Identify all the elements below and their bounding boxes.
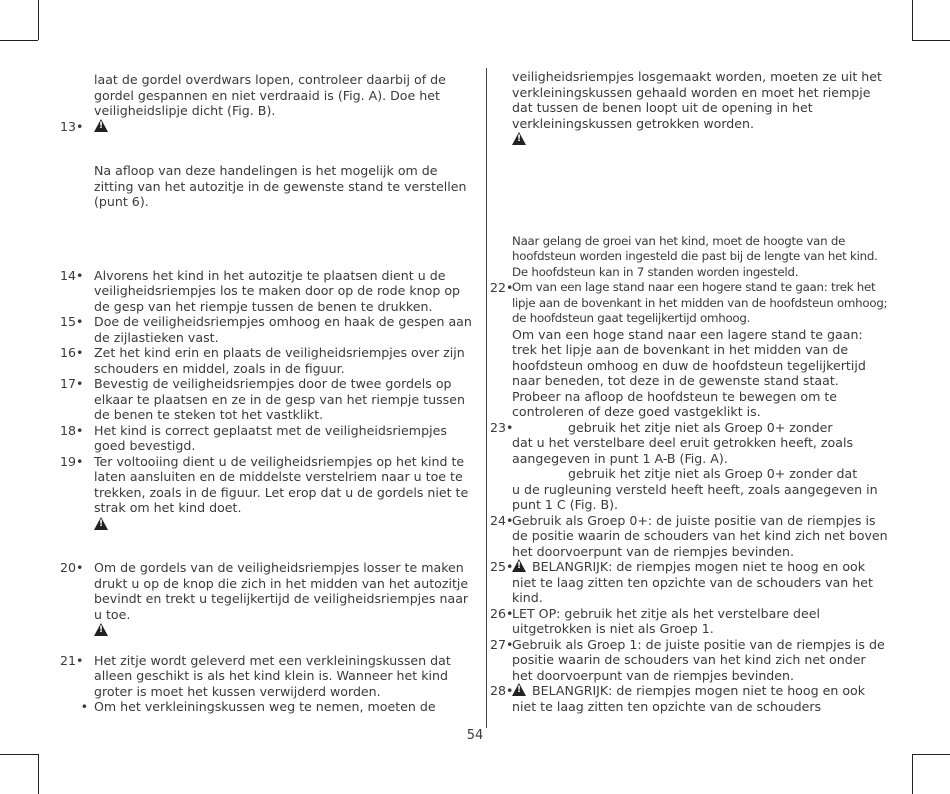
paragraph: Naar gelang de groei van het kind, moet de hoogte van de hoofdsteun worden ingesteld die past bij de lengte van het kind. De hoofdsteun kan in 7 standen worden ingesteld.	[512, 233, 878, 279]
crop-mark	[912, 754, 950, 755]
list-item: 17• Bevestig de veiligheidsriempjes door de twee gordels op elkaar te plaatsen en ze in de gesp van het riempje tussen de benen te steken tot het vastklikt.	[60, 376, 465, 422]
item-number: 13•	[60, 118, 84, 134]
list-item	[60, 119, 472, 135]
list-item: 15• Doe de veiligheidsriempjes omhoog en haak de gespen aan de zijlastieken vast.	[60, 314, 472, 345]
list-item: 18• Het kind is correct geplaatst met de veiligheidsriempjes goed bevestigd.	[60, 422, 447, 453]
warning-icon	[94, 517, 108, 530]
list-item: 14• Alvorens het kind in het autozitje te plaatsen dient u de veiligheidsriempjes los te maken door op de rode knop op de gesp van het riempje tussen de benen te drukken.	[60, 267, 461, 314]
warning-icon	[512, 559, 526, 572]
crop-mark	[912, 754, 913, 794]
warning-icon	[94, 119, 108, 132]
warning-icon	[512, 683, 526, 696]
list-item: 20• Om de gordels van de veiligheidsriempjes losser te maken drukt u op de knop die zich in het midden van het autozitje bevindt en trekt u tegelijkertijd de veiligheidsriempjes naar u toe.	[60, 560, 469, 622]
crop-mark	[912, 0, 913, 40]
list-item: • Om het verkleiningskussen weg te nemen, moeten de	[80, 699, 436, 714]
list-item: 28• ! BELANGRIJK: de riempjes mogen niet te hoog en ook niet te laag zitten ten opzichte van de schouders	[490, 683, 890, 714]
left-column	[60, 0, 472, 715]
crop-mark	[38, 754, 39, 794]
list-item: 19• Ter voltooiing dient u de veiligheidsriempjes op het kind te laten aansluiten en de middelste verstelriem naar u toe te trekken, zoals in de figuur. Let erop dat u de gordels niet te strak om het kind doet.	[60, 453, 469, 515]
column-divider	[486, 68, 487, 728]
list-item: 22• Om van een lage stand naar een hogere stand te gaan: trek het lipje aan de bovenkant in het midden van de hoofdsteun omhoog; de hoofdsteun gaat tegelijkertijd omhoog. Om van een hoge stand naar een lagere stand te gaan: trek het lipje aan de bovenkant in het midden van de hoofdsteun omhoog en duw de hoofdsteun tegelijkertijd naar beneden, tot deze in de gewenste stand staat. Probeer na afloop de hoofdsteun te bewegen om te controleren of deze goed vastgeklikt is.	[490, 280, 888, 419]
page-number: 54	[466, 728, 484, 743]
list-item: 26• LET OP: gebruik het zitje als het verstelbare deel uitgetrokken is niet als Groep 1.	[490, 605, 821, 636]
list-item: 21• Het zitje wordt geleverd met een verkleiningskussen dat alleen geschikt is als het kind klein is. Wanneer het kind groter is moet het kussen verwijderd worden.	[60, 652, 451, 699]
steps-list	[60, 268, 472, 533]
list-item: 27• Gebruik als Groep 1: de juiste positie van de riempjes is de positie waarin de schouders van het kind zich net onder het doorvoerpunt van de riempjes bevinden.	[490, 636, 885, 683]
crop-mark	[912, 40, 950, 41]
paragraph: Na afloop van deze handelingen is het mogelijk om de zitting van het autozitje in de gewenste stand te verstellen (punt 6).	[94, 163, 467, 209]
crop-mark	[0, 754, 38, 755]
list-item: 23• gebruik het zitje niet als Groep 0+ zonder dat u het verstelbare deel eruit getrokken heeft, zoals aangegeven in punt 1 A-B (Fig. A). gebruik het zitje niet als Groep 0+ zonder dat u de rugleuning versteld heeft heeft, zoals aangegeven in punt 1 C (Fig. B).	[490, 419, 878, 512]
warning-icon	[94, 623, 108, 636]
crop-mark	[38, 0, 39, 40]
list-item: 16• Zet het kind erin en plaats de veiligheidsriempjes over zijn schouders en middel, zoals in de figuur.	[60, 345, 465, 376]
warning-icon	[512, 132, 526, 145]
crop-mark	[0, 40, 38, 41]
list-item: 24• Gebruik als Groep 0+: de juiste positie van de riempjes is de positie waarin de schouders van het kind zich net boven het doorvoerpunt van de riempjes bevinden.	[490, 512, 888, 559]
intro-paragraph: laat de gordel overdwars lopen, controleer daarbij of de gordel gespannen en niet verdraaid is (Fig. A). Doe het veiligheidslipje dicht (Fig. B).	[94, 72, 446, 118]
list-item: 25• ! BELANGRIJK: de riempjes mogen niet te hoog en ook niet te laag zitten ten opzichte van de schouders van het kind.	[490, 559, 890, 606]
paragraph: veiligheidsriempjes losgemaakt worden, moeten ze uit het verkleiningskussen gehaald worden en moet het riempje dat tussen de benen loopt uit de opening in het verkleiningskussen getrokken worden.	[512, 69, 882, 131]
right-column	[490, 0, 890, 714]
